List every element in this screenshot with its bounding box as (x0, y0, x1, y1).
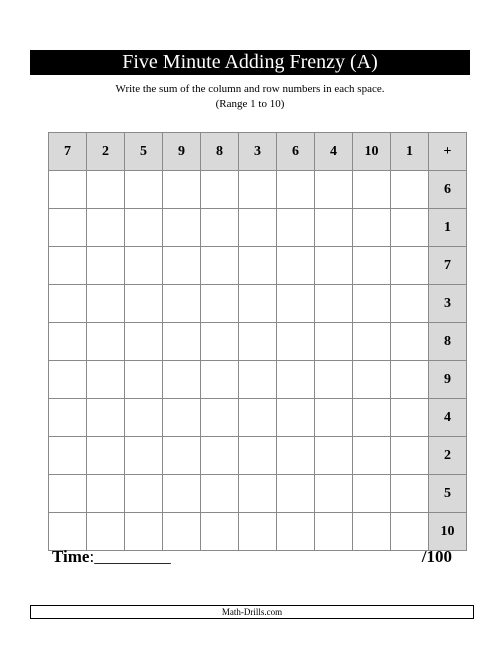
row-header: 1 (429, 209, 467, 247)
row-header: 10 (429, 513, 467, 551)
answer-cell[interactable] (49, 475, 87, 513)
grid-row (49, 171, 467, 209)
answer-cell[interactable] (201, 513, 239, 551)
answer-cell[interactable] (239, 285, 277, 323)
answer-cell[interactable] (125, 323, 163, 361)
answer-cell[interactable] (353, 209, 391, 247)
answer-cell[interactable] (163, 171, 201, 209)
score-total: /100 (421, 547, 452, 566)
answer-cell[interactable] (87, 171, 125, 209)
answer-cell[interactable] (49, 399, 87, 437)
grid-row (49, 285, 467, 323)
column-header: 1 (391, 133, 429, 171)
answer-cell[interactable] (391, 361, 429, 399)
column-header: 5 (125, 133, 163, 171)
answer-cell[interactable] (239, 209, 277, 247)
worksheet-instructions: Write the sum of the column and row numbers in each space. (115, 83, 385, 95)
worksheet-range: (Range 1 to 10) (215, 98, 285, 110)
answer-cell[interactable] (125, 399, 163, 437)
answer-cell[interactable] (239, 247, 277, 285)
answer-cell[interactable] (239, 475, 277, 513)
answer-cell[interactable] (201, 171, 239, 209)
answer-cell[interactable] (239, 399, 277, 437)
answer-cell[interactable] (353, 323, 391, 361)
answer-cell[interactable] (163, 285, 201, 323)
answer-cell[interactable] (49, 437, 87, 475)
answer-cell[interactable] (125, 171, 163, 209)
grid-row (49, 437, 467, 475)
time-field (52, 547, 171, 567)
answer-cell[interactable] (49, 171, 87, 209)
grid-row (49, 209, 467, 247)
answer-cell[interactable] (125, 209, 163, 247)
answer-cell[interactable] (49, 285, 87, 323)
answer-cell[interactable] (277, 399, 315, 437)
answer-cell[interactable] (277, 209, 315, 247)
grid-row (49, 399, 467, 437)
answer-cell[interactable] (125, 247, 163, 285)
answer-cell[interactable] (391, 323, 429, 361)
answer-cell[interactable] (277, 513, 315, 551)
worksheet-title: Five Minute Adding Frenzy (A) (30, 50, 470, 75)
answer-cell[interactable] (201, 437, 239, 475)
answer-cell[interactable] (87, 323, 125, 361)
answer-cell[interactable] (163, 437, 201, 475)
answer-cell[interactable] (315, 437, 353, 475)
answer-cell[interactable] (125, 513, 163, 551)
answer-cell[interactable] (277, 285, 315, 323)
answer-cell[interactable] (391, 399, 429, 437)
answer-cell[interactable] (201, 247, 239, 285)
grid-row (49, 475, 467, 513)
answer-cell[interactable] (87, 209, 125, 247)
answer-cell[interactable] (49, 323, 87, 361)
answer-cell[interactable] (277, 323, 315, 361)
row-header: 9 (429, 361, 467, 399)
time-blank: :_________ (89, 547, 171, 566)
column-header: 10 (353, 133, 391, 171)
answer-cell[interactable] (353, 285, 391, 323)
column-header: 9 (163, 133, 201, 171)
answer-cell[interactable] (239, 437, 277, 475)
row-header: 7 (429, 247, 467, 285)
answer-cell[interactable] (163, 399, 201, 437)
answer-cell[interactable] (201, 285, 239, 323)
answer-cell[interactable] (391, 437, 429, 475)
answer-cell[interactable] (87, 475, 125, 513)
answer-cell[interactable] (239, 323, 277, 361)
answer-cell[interactable] (391, 247, 429, 285)
answer-cell[interactable] (49, 361, 87, 399)
answer-cell[interactable] (391, 209, 429, 247)
column-header: 7 (49, 133, 87, 171)
row-header: 2 (429, 437, 467, 475)
answer-cell[interactable] (315, 285, 353, 323)
answer-cell[interactable] (49, 247, 87, 285)
answer-cell[interactable] (239, 361, 277, 399)
answer-cell[interactable] (163, 247, 201, 285)
grid-row (49, 247, 467, 285)
answer-cell[interactable] (277, 171, 315, 209)
answer-cell[interactable] (353, 247, 391, 285)
answer-cell[interactable] (87, 437, 125, 475)
answer-cell[interactable] (87, 513, 125, 551)
answer-cell[interactable] (125, 437, 163, 475)
grid-row (49, 361, 467, 399)
answer-cell[interactable] (125, 361, 163, 399)
answer-cell[interactable] (315, 171, 353, 209)
row-header: 4 (429, 399, 467, 437)
grid-row (49, 513, 467, 551)
row-header: 6 (429, 171, 467, 209)
column-header: 4 (315, 133, 353, 171)
header-row (49, 133, 467, 171)
answer-cell[interactable] (315, 209, 353, 247)
answer-cell[interactable] (163, 475, 201, 513)
answer-cell[interactable] (87, 399, 125, 437)
answer-cell[interactable] (315, 247, 353, 285)
operator-cell: + (429, 133, 467, 171)
answer-cell[interactable] (391, 475, 429, 513)
site-footer: Math-Drills.com (30, 605, 474, 619)
answer-cell[interactable] (391, 171, 429, 209)
answer-cell[interactable] (201, 475, 239, 513)
answer-cell[interactable] (315, 475, 353, 513)
answer-cell[interactable] (163, 513, 201, 551)
answer-cell[interactable] (277, 437, 315, 475)
answer-cell[interactable] (277, 361, 315, 399)
answer-cell[interactable] (87, 247, 125, 285)
answer-cell[interactable] (201, 323, 239, 361)
answer-cell[interactable] (315, 513, 353, 551)
answer-cell[interactable] (353, 437, 391, 475)
grid-row (49, 323, 467, 361)
answer-cell[interactable] (391, 513, 429, 551)
answer-cell[interactable] (201, 399, 239, 437)
answer-cell[interactable] (239, 171, 277, 209)
column-header: 8 (201, 133, 239, 171)
answer-cell[interactable] (163, 361, 201, 399)
answer-cell[interactable] (315, 399, 353, 437)
answer-cell[interactable] (125, 285, 163, 323)
answer-cell[interactable] (87, 361, 125, 399)
answer-cell[interactable] (125, 475, 163, 513)
answer-cell[interactable] (353, 513, 391, 551)
answer-cell[interactable] (353, 399, 391, 437)
column-header: 3 (239, 133, 277, 171)
answer-cell[interactable] (87, 285, 125, 323)
answer-cell[interactable] (315, 323, 353, 361)
answer-cell[interactable] (315, 361, 353, 399)
column-header: 2 (87, 133, 125, 171)
answer-cell[interactable] (201, 361, 239, 399)
answer-cell[interactable] (277, 475, 315, 513)
row-header: 5 (429, 475, 467, 513)
answer-cell[interactable] (353, 171, 391, 209)
row-header: 8 (429, 323, 467, 361)
answer-cell[interactable] (353, 475, 391, 513)
column-header: 6 (277, 133, 315, 171)
answer-cell[interactable] (163, 323, 201, 361)
answer-cell[interactable] (201, 209, 239, 247)
answer-cell[interactable] (353, 361, 391, 399)
addition-grid (48, 132, 467, 551)
answer-cell[interactable] (277, 247, 315, 285)
answer-cell[interactable] (49, 513, 87, 551)
time-label: Time (52, 547, 90, 566)
answer-cell[interactable] (391, 285, 429, 323)
answer-cell[interactable] (239, 513, 277, 551)
answer-cell[interactable] (49, 209, 87, 247)
row-header: 3 (429, 285, 467, 323)
answer-cell[interactable] (163, 209, 201, 247)
